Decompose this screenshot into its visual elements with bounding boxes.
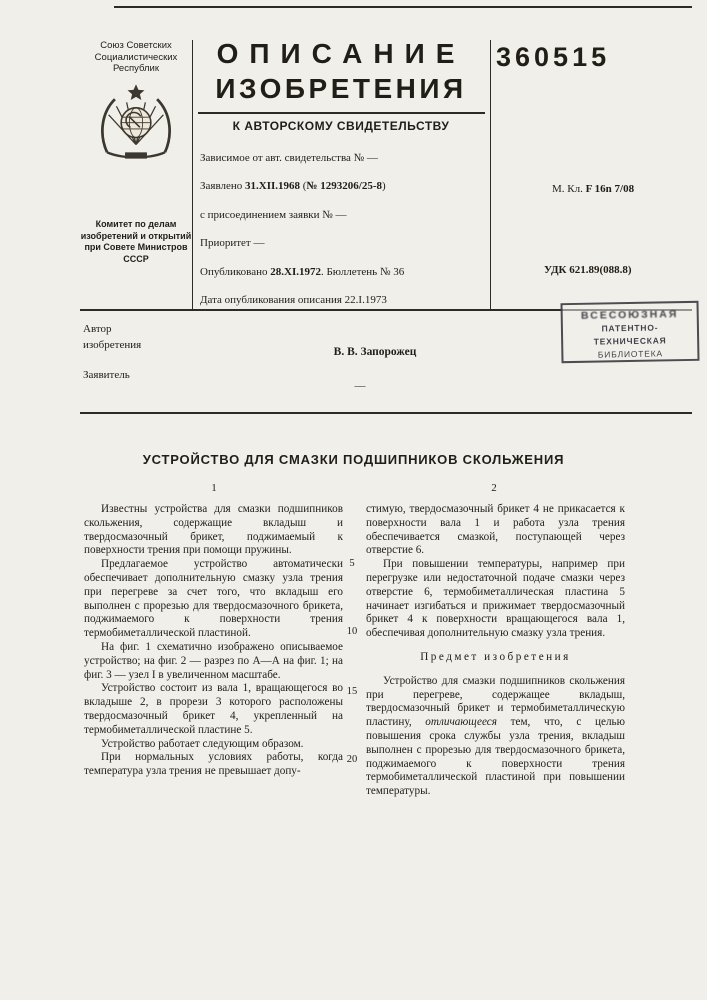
right-text-column bbox=[366, 503, 625, 799]
text-line: БИБЛИОТЕКА bbox=[597, 348, 663, 360]
field-line: Заявлено 31.XII.1968 (№ 1293206/25-8) bbox=[200, 180, 386, 193]
paragraph: При нормальных условиях работы, когда температура узла трения не превышает допу- bbox=[84, 751, 343, 778]
doc-title-line1: ОПИСАНИЕ bbox=[216, 38, 466, 69]
low-rule bbox=[80, 412, 692, 414]
field-line: Зависимое от авт. свидетельства № — bbox=[200, 152, 378, 164]
gutter-line-number: 10 bbox=[346, 626, 358, 637]
paragraph: При повышении температуры, например при перегрузке или недостаточной подаче смазки через отверстие 6, термобиметаллическая пластина 5 начинает изгибаться и прижимает твердосмазочный брикет 4 к поверхности вращающегося вала 1, обеспечивая дополнительную смазку узла трения. bbox=[366, 558, 625, 640]
header-divider-right bbox=[490, 40, 491, 310]
subtitle-rule bbox=[198, 112, 485, 114]
text-line: изобретений и открытий bbox=[80, 230, 192, 241]
text-line: при Совете Министров bbox=[84, 242, 188, 252]
header-divider-left bbox=[192, 40, 193, 310]
gutter-line-number: 15 bbox=[346, 686, 358, 697]
union-name bbox=[78, 40, 194, 75]
bibliographic-fields bbox=[200, 144, 488, 314]
text-line: Автор bbox=[83, 323, 112, 335]
paragraph: Устройство состоит из вала 1, вращающегося во вкладыше 2, в прорези 3 которого расположены твердосмазочный брикет 4, укрепленный на термобиметаллической пластине 5. bbox=[84, 682, 343, 736]
subtitle-author-certificate: К АВТОРСКОМУ СВИДЕТЕЛЬСТВУ bbox=[232, 119, 450, 133]
text-line: Комитет по делам bbox=[95, 219, 177, 229]
applicant-value: — bbox=[354, 380, 366, 392]
ipc-class bbox=[552, 183, 634, 195]
text-line: изобретения bbox=[83, 339, 142, 351]
field-line: Дата опубликования описания 22.I.1973 bbox=[200, 294, 387, 307]
author-label bbox=[83, 321, 141, 353]
paragraph: Устройство для смазки подшипников скольжения при перегреве, содержащее вкладыш, твердосмазочный брикет и термобиметаллическую пластину, отличающееся тем, что, с целью повышения срока службы узла трения, вкладыш выполнен с прорезью для твердосмазочного брикета, поджимаемого к поверхности трения термобиметаллической пластиной при повышении температуры. bbox=[366, 674, 626, 798]
author-name: В. В. Запорожец bbox=[333, 346, 417, 358]
text-line: ПАТЕНТНО-ТЕХНИЧЕСКАЯ bbox=[593, 322, 667, 347]
text-line: Союз Советских bbox=[100, 40, 172, 51]
text-line: Республик bbox=[113, 63, 159, 74]
field-line: Опубликовано 28.XI.1972. Бюллетень № 36 bbox=[200, 265, 405, 278]
applicant-label: Заявитель bbox=[83, 369, 130, 381]
text-line: ВСЕСОЮЗНАЯ bbox=[580, 308, 679, 322]
section-heading: Предмет изобретения bbox=[420, 650, 571, 663]
paragraph: Устройство работает следующим образом. bbox=[101, 737, 304, 750]
patent-number: 360515 bbox=[496, 42, 611, 72]
top-rule bbox=[114, 6, 692, 8]
left-text-column bbox=[84, 503, 343, 779]
invention-title: УСТРОЙСТВО ДЛЯ СМАЗКИ ПОДШИПНИКОВ СКОЛЬЖЕНИЯ bbox=[142, 452, 565, 467]
paragraph: стимую, твердосмазочный брикет 4 не прикасается к поверхности вала 1 и работа узла трения обеспечивается смазкой, поступающей через отверстие 6. bbox=[366, 503, 625, 557]
committee-name bbox=[76, 219, 196, 265]
text-line: СССР bbox=[123, 253, 149, 264]
paragraph: Известны устройства для смазки подшипников скольжения, содержащие вкладыш и твердосмазочный брикет, поджимаемый к поверхности трения при помощи пружины. bbox=[84, 503, 343, 557]
ussr-emblem-icon bbox=[93, 82, 179, 168]
column-marker-1: 1 bbox=[211, 482, 217, 494]
text-line: Социалистических bbox=[94, 51, 178, 63]
doc-title-line2: ИЗОБРЕТЕНИЯ bbox=[215, 73, 467, 104]
field-line: с присоединением заявки № — bbox=[200, 208, 347, 221]
column-marker-2: 2 bbox=[491, 482, 497, 494]
library-stamp bbox=[560, 301, 699, 363]
paragraph: На фиг. 1 схематично изображено описываемое устройство; на фиг. 2 — разрез по А—А на фиг. 1; на фиг. 3 — узел I в увеличенном масштабе. bbox=[84, 640, 343, 681]
gutter-line-number: 5 bbox=[349, 558, 355, 569]
paragraph: Предлагаемое устройство автоматически обеспечивает дополнительную смазку узла трения при перегреве за счет того, что вкладыш его выполнен с прорезью для твердосмазочного брикета, поджимаемого к поверхности трения термобиметаллической пластиной. bbox=[84, 558, 343, 640]
ipc-class-label: М. Кл. bbox=[552, 183, 583, 195]
field-line: Приоритет — bbox=[200, 237, 265, 250]
ipc-class-value: F 16n 7/08 bbox=[585, 183, 635, 195]
gutter-line-number: 20 bbox=[346, 754, 358, 765]
udc-code: УДК 621.89(088.8) bbox=[544, 264, 632, 276]
